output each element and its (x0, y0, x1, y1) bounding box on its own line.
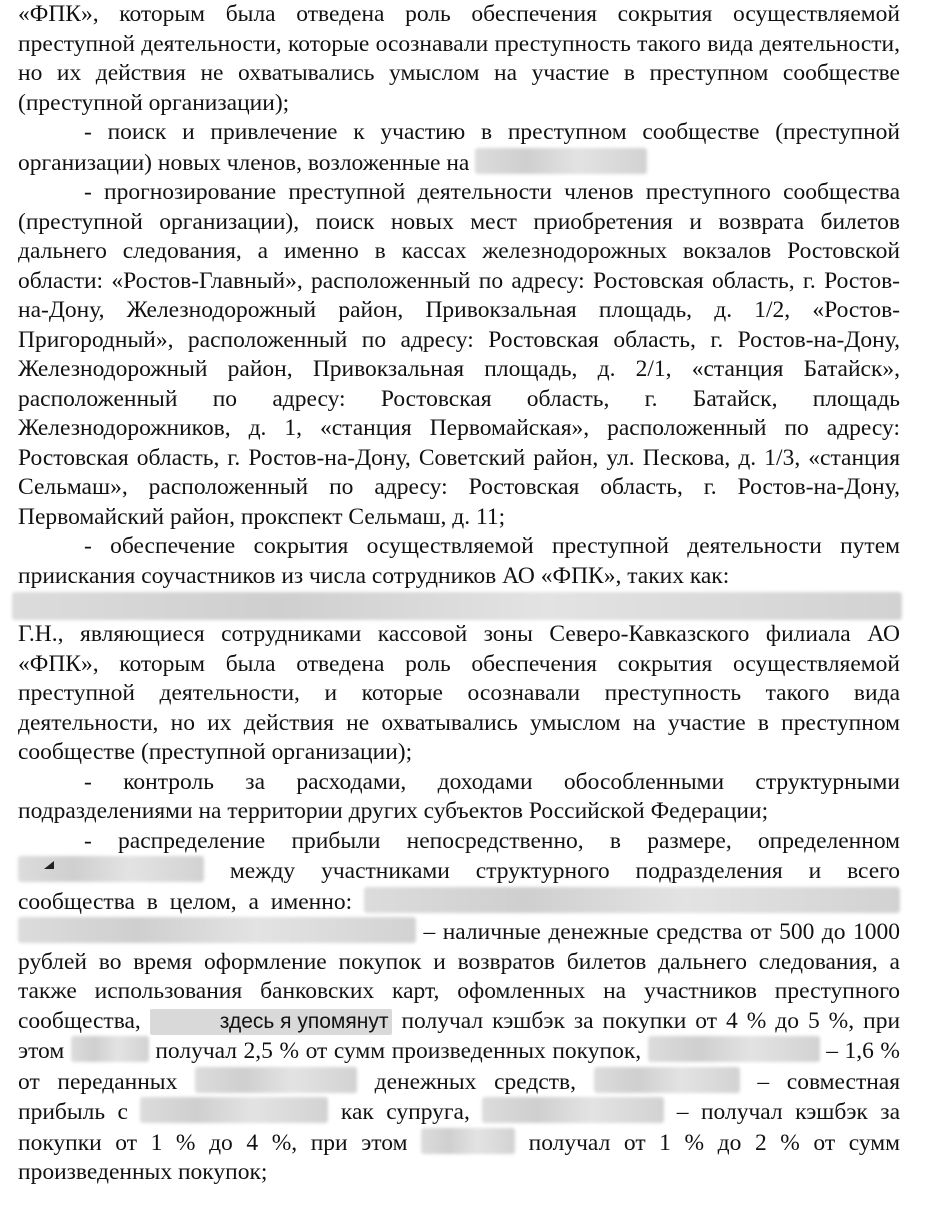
paragraph-4-text: - обеспечение сокрытия осуществляемой преступной деятельности путем приискания соучастников из числа сотрудников АО «ФПК», таких как: (18, 533, 900, 589)
paragraph-6-text-5: получал 2,5 % от сумм произведенных покупок, (155, 1038, 642, 1064)
redaction-blur (71, 1036, 149, 1062)
document-page (18, 0, 900, 1188)
paragraph-1: «ФПК», которым была отведена роль обеспечения сокрытия осуществляемой преступной деятельности, которые осознавали преступность такого вида деятельности, но их действия не охватывались умыслом на участие в преступном сообществе (преступной организации); (18, 1, 900, 116)
highlighted-note: здесь я упомянут (150, 1009, 393, 1035)
paragraph-marker-icon (44, 861, 54, 869)
paragraph-6 (18, 827, 900, 1188)
redaction-blur (140, 1097, 328, 1123)
redaction-blur (482, 1097, 664, 1123)
paragraph-6-text-11: получал от 1 % до 2 % от сумм произведенных покупок; (18, 1129, 901, 1185)
redaction-blur (18, 917, 416, 943)
redaction-blur (364, 887, 900, 913)
paragraph-6-text-9: как супруга, (340, 1099, 470, 1125)
paragraph-5: - контроль за расходами, доходами обособленными структурными подразделениями на территории других субъектов Российской Федерации; (18, 768, 900, 824)
redaction-blur (195, 1067, 357, 1093)
paragraph-6-text-2: между участниками структурного подразделения и всего сообщества в целом, а именно: (18, 858, 901, 915)
paragraph-2 (18, 118, 900, 178)
paragraph-3-text: - прогнозирование преступной деятельности членов преступного сообщества (преступной организации), поиск новых мест приобретения и возврата билетов дальнего следования, а именно в кассах железнодорожных вокзалов Ростовской области: «Ростов-Главный», расположенный по адресу: Ростовская область, г. Ростов-на-Дону, Железнодорожный район, Привокзальная площадь, д. 1/2, «Ростов-Пригородный», расположенный по адресу: Ростовская область, г. Ростов-на-Дону, Железнодорожный район, Привокзальная площадь, д. 2/1, «станция Батайск», расположенный по адресу: Ростовская область, г. Батайск, площадь Железнодорожников, д. 1, «станция Первомайская», расположенный по адресу: Ростовская область, г. Ростов-на-Дону, Советский район, ул. Пескова, д. 1/3, «станция Сельмаш», расположенный по адресу: Ростовская область, г. Ростов-на-Дону, Первомайский район, прокспект Сельмаш, д. 11; (18, 179, 900, 530)
redaction-blur (421, 1128, 515, 1154)
paragraph-6-text-7: денежных средств, (374, 1068, 577, 1095)
paragraph-6-text-10: – получал кэшбэк за покупки от 1 % до 4 %, при этом (18, 1099, 900, 1156)
paragraph-6-text-8: – совместная прибыль с (18, 1068, 901, 1125)
redaction-blur (594, 1067, 740, 1093)
paragraph-2-text: - поиск и привлечение к участию в преступном сообществе (преступной организации) новых членов, возложенные на (18, 119, 900, 176)
paragraph-6-text-6: – 1,6 % от переданных (18, 1038, 901, 1095)
redaction-blur (12, 592, 902, 620)
paragraph-6-text-1: - распределение прибыли непосредственно, в размере, определенном (84, 827, 900, 854)
redaction-blur (648, 1036, 820, 1062)
redaction-blur (475, 148, 647, 174)
paragraph-4 (18, 532, 900, 591)
paragraph-6-text-4: получал кэшбэк за покупки от 4 % до 5 %, при этом (18, 1007, 901, 1064)
paragraph-6-text-3: – наличные денежные средства от 500 до 1000 рублей во время оформление покупок и возвратов билетов дальнего следования, а также использования банковских карт, офомленных на участников преступного сообщества, (18, 919, 900, 1034)
paragraph-4-continued: Г.Н., являющиеся сотрудниками кассовой зоны Северо-Кавказского филиала АО «ФПК», которым была отведена роль обеспечения сокрытия осуществляемой преступной деятельности, и которые осознавали преступность такого вида деятельности, но их действия не охватывались умыслом на участие в преступном сообществе (преступной организации); (18, 621, 900, 765)
paragraph-3 (18, 178, 900, 532)
redaction-blur (18, 856, 204, 882)
